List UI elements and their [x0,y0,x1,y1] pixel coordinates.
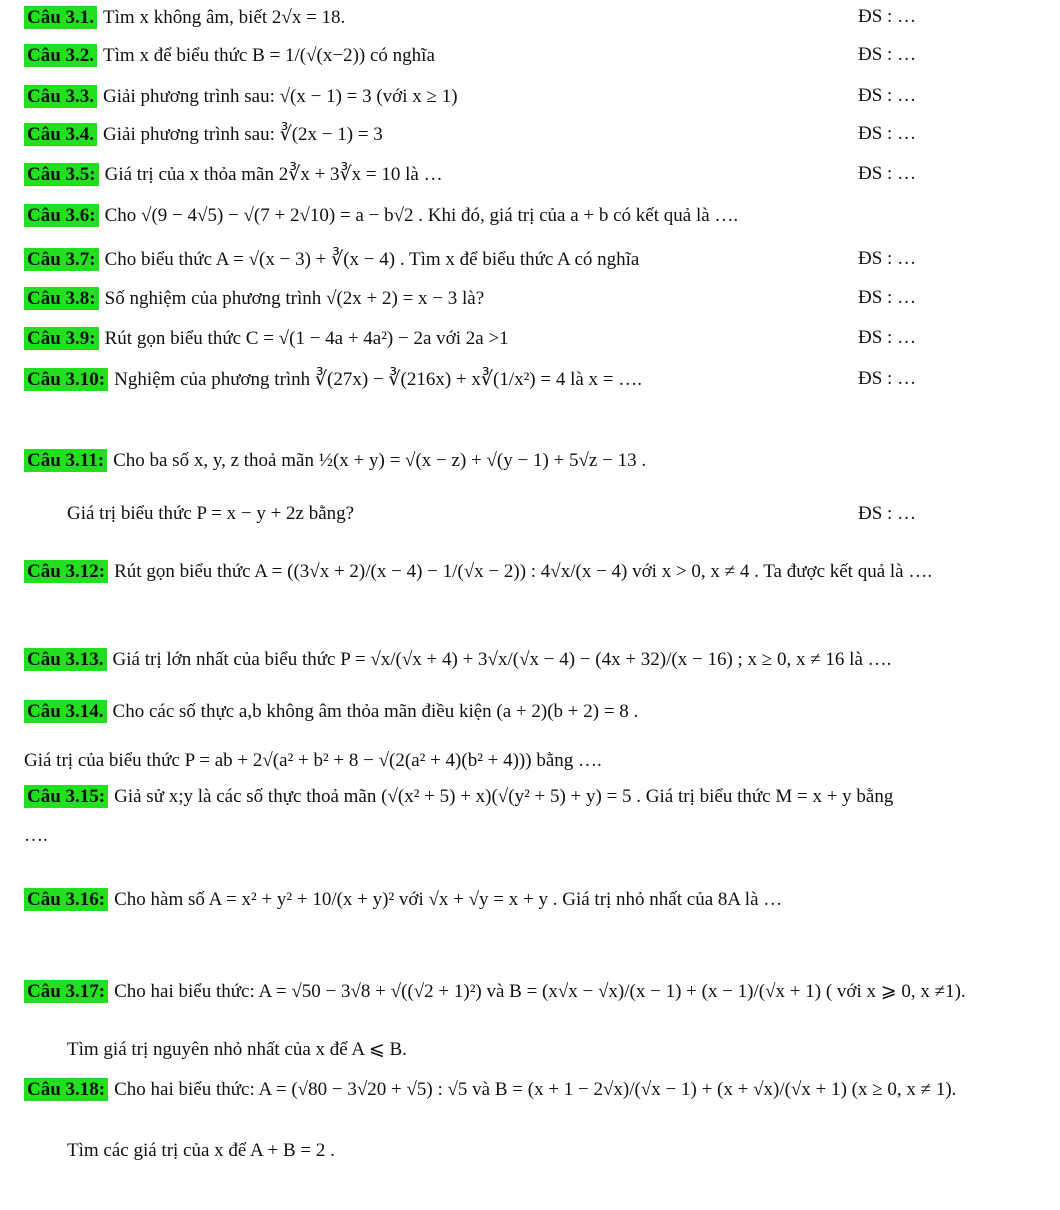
question-text: Rút gọn biểu thức C = √(1 − 4a + 4a²) − 2a với 2a >1 [104,328,509,349]
question-text: Rút gọn biểu thức A = ((3√x + 2)/(x − 4) − 1/(√x − 2)) : 4√x/(x − 4) với x > 0, x ≠ 4 . Ta được kết quả là …. [114,561,933,582]
question-8 [24,287,484,310]
answer-blank[interactable]: ĐS : … [858,85,917,106]
question-label: Câu 3.3. [24,85,97,108]
question-label: Câu 3.11: [24,449,107,472]
question-text: Số nghiệm của phương trình √(2x + 2) = x − 3 là? [104,288,485,309]
question-text: Cho hai biểu thức: A = (√80 − 3√20 + √5) : √5 và B = (x + 1 − 2√x)/(√x − 1) + (x + √x)/(√x + 1) (x ≥ 0, x ≠ 1). [114,1079,957,1100]
question-text: Cho hai biểu thức: A = √50 − 3√8 + √((√2 + 1)²) và B = (x√x − √x)/(x − 1) + (x − 1)/(√x + 1) ( với x ⩾ 0, x ≠1). [114,981,966,1002]
question-text: Tìm x không âm, biết 2√x = 18. [103,7,346,28]
question-label: Câu 3.8: [24,287,99,310]
question-label: Câu 3.16: [24,888,108,911]
question-subtext: …. [24,825,48,846]
question-label: Câu 3.17: [24,980,108,1003]
question-6 [24,204,738,227]
question-5 [24,163,443,186]
question-subtext: Tìm các giá trị của x để A + B = 2 . [67,1140,335,1161]
question-subtext: Giá trị biểu thức P = x − y + 2z bằng? [67,503,355,524]
answer-blank[interactable]: ĐS : … [858,248,917,269]
question-1 [24,6,345,29]
question-text: Giải phương trình sau: √(x − 1) = 3 (với x ≥ 1) [103,86,458,107]
question-label: Câu 3.5: [24,163,99,186]
question-10 [24,368,642,391]
question-text: Cho biểu thức A = √(x − 3) + ∛(x − 4) . Tìm x để biểu thức A có nghĩa [104,249,640,270]
question-label: Câu 3.13. [24,648,107,671]
question-label: Câu 3.15: [24,785,108,808]
question-label: Câu 3.6: [24,204,99,227]
answer-blank[interactable]: ĐS : … [858,287,917,308]
question-16 [24,888,782,911]
question-2 [24,44,435,67]
question-text: Giải phương trình sau: ∛(2x − 1) = 3 [103,124,383,145]
question-label: Câu 3.1. [24,6,97,29]
question-text: Giá trị của x thỏa mãn 2∛x + 3∛x = 10 là … [104,164,443,185]
question-4 [24,123,383,146]
question-label: Câu 3.12: [24,560,108,583]
question-text: Nghiệm của phương trình ∛(27x) − ∛(216x) + x∛(1/x²) = 4 là x = …. [114,369,643,390]
question-3 [24,85,458,108]
question-subtext: Giá trị của biểu thức P = ab + 2√(a² + b² + 8 − √(2(a² + 4)(b² + 4))) bằng …. [24,750,602,771]
answer-blank[interactable]: ĐS : … [858,6,917,27]
question-text: Cho hàm số A = x² + y² + 10/(x + y)² với √x + √y = x + y . Giá trị nhỏ nhất của 8A là … [114,889,783,910]
answer-blank[interactable]: ĐS : … [858,327,917,348]
question-text: Giả sử x;y là các số thực thoả mãn (√(x² + 5) + x)(√(y² + 5) + y) = 5 . Giá trị biểu thức M = x + y bằng [114,786,894,807]
answer-blank[interactable]: ĐS : … [858,503,917,524]
question-text: Cho các số thực a,b không âm thỏa mãn điều kiện (a + 2)(b + 2) = 8 . [112,701,639,722]
question-subtext: Tìm giá trị nguyên nhỏ nhất của x để A ⩽ B. [67,1039,407,1060]
answer-blank[interactable]: ĐS : … [858,123,917,144]
answer-blank[interactable]: ĐS : … [858,163,917,184]
question-label: Câu 3.4. [24,123,97,146]
question-label: Câu 3.14. [24,700,107,723]
question-label: Câu 3.2. [24,44,97,67]
question-13 [24,648,891,671]
question-7 [24,248,639,271]
question-label: Câu 3.10: [24,368,108,391]
question-9 [24,327,509,350]
question-15 [24,785,893,808]
answer-blank[interactable]: ĐS : … [858,44,917,65]
question-text: Cho ba số x, y, z thoả mãn ½(x + y) = √(x − z) + √(y − 1) + 5√z − 13 . [113,450,647,471]
question-12 [24,560,932,583]
question-text: Giá trị lớn nhất của biểu thức P = √x/(√x + 4) + 3√x/(√x − 4) − (4x + 32)/(x − 16) ; x ≥ 0, x ≠ 16 là …. [112,649,892,670]
question-14 [24,700,638,723]
question-text: Cho √(9 − 4√5) − √(7 + 2√10) = a − b√2 . Khi đó, giá trị của a + b có kết quả là …. [104,205,739,226]
question-11 [24,449,646,472]
question-label: Câu 3.18: [24,1078,108,1101]
answer-blank[interactable]: ĐS : … [858,368,917,389]
question-label: Câu 3.7: [24,248,99,271]
question-18 [24,1078,956,1101]
question-label: Câu 3.9: [24,327,99,350]
question-17 [24,980,966,1003]
question-text: Tìm x để biểu thức B = 1/(√(x−2)) có nghĩa [103,45,435,66]
